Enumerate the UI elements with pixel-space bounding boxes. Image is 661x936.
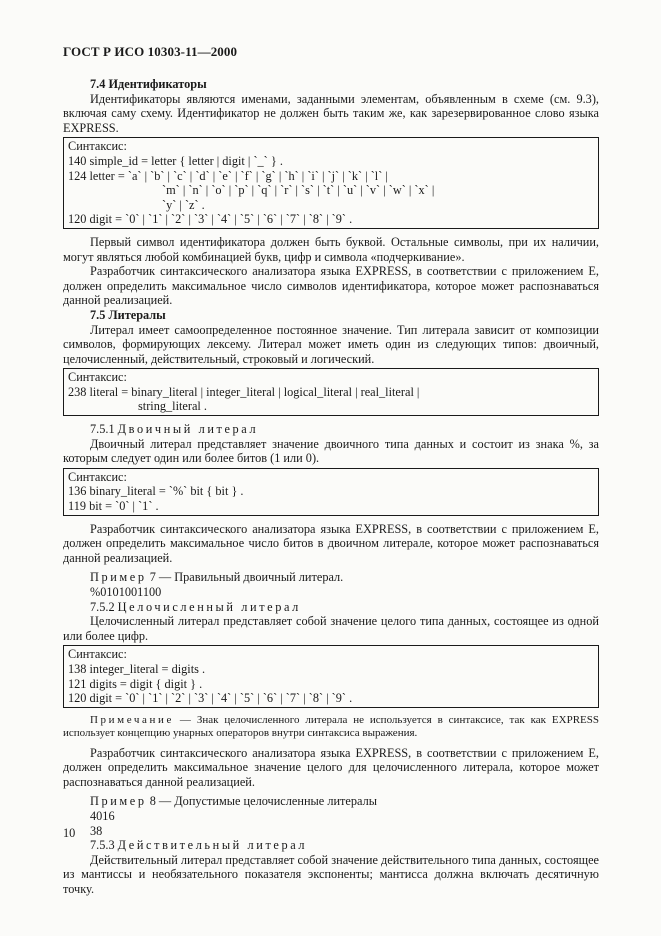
paragraph: Действительный литерал представляет собой значение действительного типа данных, состоящее из мантиссы и необязательного показателя экспоненты; мантисса должна включать десятичную точку.: [63, 852, 599, 896]
example-text: 7 — Правильный двоичный литерал.: [149, 570, 344, 585]
subsection-title: Действительный литерал: [117, 838, 308, 853]
syntax-line: 140 simple_id = letter { letter | digit | `_` } .: [68, 153, 283, 168]
syntax-label: Синтаксис:: [68, 370, 127, 385]
section-heading-7-4: 7.4 Идентификаторы: [90, 77, 207, 91]
syntax-box: [63, 468, 599, 516]
example-value: 38: [90, 823, 103, 838]
subsection-number: 7.5.2: [90, 599, 115, 614]
example: [63, 570, 599, 585]
example: [63, 794, 599, 809]
note: [63, 714, 599, 741]
paragraph: Двоичный литерал представляет значение двоичного типа данных и состоит из знака %, за которым следует один или более битов (1 или 0).: [63, 436, 599, 466]
syntax-label: Синтаксис:: [68, 469, 127, 484]
syntax-line: 136 binary_literal = `%` bit { bit } .: [68, 484, 244, 499]
paragraph: Литерал имеет самоопределенное постоянное значение. Тип литерала зависит от композиции символов, формирующих лексему. Литерал может иметь один из следующих типов: двоичный, целочисленный, действительный, строковый и логический.: [63, 322, 599, 366]
example-word: Пример: [90, 794, 147, 809]
syntax-line: string_literal .: [138, 399, 207, 414]
paragraph: Разработчик синтаксического анализатора языка EXPRESS, в соответствии с приложением Е, должен определить максимальное число символов идентификатора, которое может распознаваться данной реализацией.: [63, 264, 599, 308]
subsection-heading-7-5-1: [63, 422, 599, 437]
subsection-heading-7-5-2: [63, 600, 599, 615]
paragraph: Разработчик синтаксического анализатора языка EXPRESS, в соответствии с приложением Е, должен определить максимальное значение целого для целочисленного литерала, которое может распознаваться данной реализацией.: [63, 745, 599, 789]
example-value: %0101001100: [90, 585, 162, 599]
paragraph: Первый символ идентификатора должен быть буквой. Остальные символы, при их наличии, могут являться любой комбинацией букв, цифр и символа «подчеркивание».: [63, 234, 599, 264]
subsection-title: Целочисленный литерал: [117, 599, 301, 614]
example-text: 8 — Допустимые целочисленные литералы: [149, 794, 377, 809]
example-word: Пример: [90, 570, 147, 585]
syntax-line: 121 digits = digit { digit } .: [68, 676, 203, 691]
syntax-line: 138 integer_literal = digits .: [68, 661, 206, 676]
syntax-line: `y` | `z` .: [162, 197, 205, 212]
syntax-line: 124 letter = `a` | `b` | `c` | `d` | `e` | `f` | `g` | `h` | `i` | `j` | `k` | `l` |: [68, 168, 388, 183]
syntax-line: 120 digit = `0` | `1` | `2` | `3` | `4` | `5` | `6` | `7` | `8` | `9` .: [68, 691, 353, 706]
subsection-number: 7.5.1: [90, 422, 115, 437]
paragraph: Идентификаторы являются именами, заданными элементам, объявленным в схеме (см. 9.3), включая саму схему. Идентификатор не должен быть таким же, как зарезервированное слово языка EXPRESS.: [63, 91, 599, 135]
syntax-box: [63, 137, 599, 229]
syntax-label: Синтаксис:: [68, 139, 127, 154]
paragraph: Разработчик синтаксического анализатора языка EXPRESS, в соответствии с приложением Е, должен определить максимальное число битов в двоичном литерале, которое может распознаваться данной реализацией.: [63, 521, 599, 565]
example-value: 4016: [90, 808, 115, 823]
page-number: 10: [63, 826, 76, 840]
syntax-box: [63, 645, 599, 707]
note-text: — Знак целочисленного литерала не используется в синтаксисе, так как EXPRESS использует концепцию унарных операторов внутри синтаксиса выражения.: [63, 713, 600, 740]
syntax-line: 120 digit = `0` | `1` | `2` | `3` | `4` | `5` | `6` | `7` | `8` | `9` .: [68, 212, 353, 227]
standard-header: ГОСТ Р ИСО 10303-11—2000: [63, 44, 238, 59]
paragraph: Целочисленный литерал представляет собой значение целого типа данных, состоящее из одной или более цифр.: [63, 614, 599, 643]
note-word: Примечание: [90, 713, 174, 726]
subsection-title: Двоичный литерал: [117, 422, 259, 437]
syntax-line: 238 literal = binary_literal | integer_literal | logical_literal | real_literal |: [68, 384, 420, 399]
page-content: [63, 77, 599, 897]
section-heading-7-5: 7.5 Литералы: [90, 307, 166, 322]
syntax-line: 119 bit = `0` | `1` .: [68, 499, 159, 514]
subsection-number: 7.5.3: [90, 838, 115, 853]
syntax-line: `m` | `n` | `o` | `p` | `q` | `r` | `s` | `t` | `u` | `v` | `w` | `x` |: [162, 183, 435, 198]
syntax-label: Синтаксис:: [68, 647, 127, 662]
syntax-box: [63, 368, 599, 416]
subsection-heading-7-5-3: [63, 838, 599, 853]
